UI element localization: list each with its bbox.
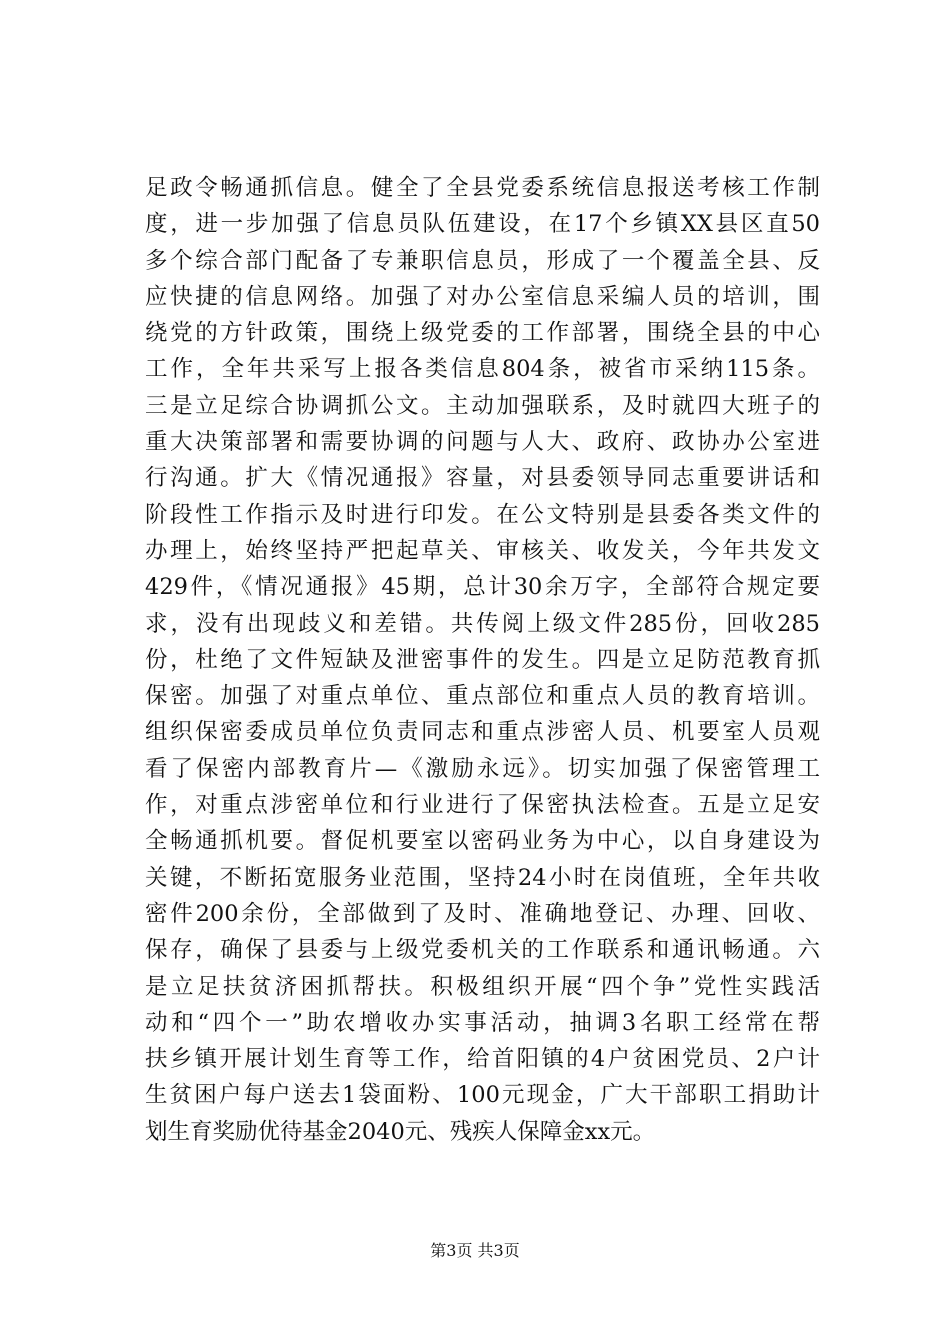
text-line: 全畅通抓机要。督促机要室以密码业务为中心，以自身建设为 (145, 828, 820, 855)
text-line: 三是立足综合协调抓公文。主动加强联系，及时就四大班子的 (145, 392, 820, 419)
text-line: 保密。加强了对重点单位、重点部位和重点人员的教育培训。 (145, 683, 820, 710)
text-line: 重大决策部署和需要协调的问题与人大、政府、政协办公室进 (145, 429, 820, 456)
text-line: 保存，确保了县委与上级党委机关的工作联系和通讯畅通。六 (145, 937, 820, 964)
page-footer (0, 1240, 950, 1262)
text-line: 扶乡镇开展计划生育等工作，给首阳镇的4户贫困党员、2户计 (145, 1046, 820, 1073)
text-line: 关键，不断拓宽服务业范围，坚持24小时在岗值班，全年共收 (145, 864, 820, 891)
text-line: 多个综合部门配备了专兼职信息员，形成了一个覆盖全县、反 (145, 247, 820, 274)
text-line: 作，对重点涉密单位和行业进行了保密执法检查。五是立足安 (145, 792, 820, 819)
text-line: 阶段性工作指示及时进行印发。在公文特别是县委各类文件的 (145, 501, 820, 528)
text-line: 足政令畅通抓信息。健全了全县党委系统信息报送考核工作制 (145, 175, 820, 201)
text-line: 办理上，始终坚持严把起草关、审核关、收发关，今年共发文 (145, 537, 820, 564)
page-number: 第3页 共3页 (430, 1241, 520, 1260)
text-line: 应快捷的信息网络。加强了对办公室信息采编人员的培训，围 (145, 283, 820, 310)
text-line: 是立足扶贫济困抓帮扶。积极组织开展“四个争”党性实践活 (145, 973, 820, 1000)
text-line: 密件200余份，全部做到了及时、准确地登记、办理、回收、 (145, 900, 820, 927)
text-line: 看了保密内部教育片—《激励永远》。切实加强了保密管理工 (145, 755, 820, 782)
text-line: 划生育奖励优待基金2040元、残疾人保障金xx元。 (145, 1118, 656, 1145)
text-line: 工作，全年共采写上报各类信息804条，被省市采纳115条。 (145, 356, 820, 383)
text-line: 份，杜绝了文件短缺及泄密事件的发生。四是立足防范教育抓 (145, 646, 820, 673)
text-line: 动和“四个一”助农增收办实事活动，抽调3名职工经常在帮 (145, 1009, 820, 1036)
body-paragraph (145, 170, 820, 1150)
text-line: 生贫困户每户送去1袋面粉、100元现金，广大干部职工捐助计 (145, 1082, 820, 1109)
text-line: 求，没有出现歧义和差错。共传阅上级文件285份，回收285 (145, 610, 820, 637)
text-line: 组织保密委成员单位负责同志和重点涉密人员、机要室人员观 (145, 719, 820, 746)
text-line: 绕党的方针政策，围绕上级党委的工作部署，围绕全县的中心 (145, 320, 820, 347)
text-line: 行沟通。扩大《情况通报》容量，对县委领导同志重要讲话和 (145, 465, 820, 492)
text-line: 度，进一步加强了信息员队伍建设，在17个乡镇XX县区直50 (145, 211, 820, 238)
text-line: 429件，《情况通报》45期，总计30余万字，全部符合规定要 (145, 574, 820, 601)
